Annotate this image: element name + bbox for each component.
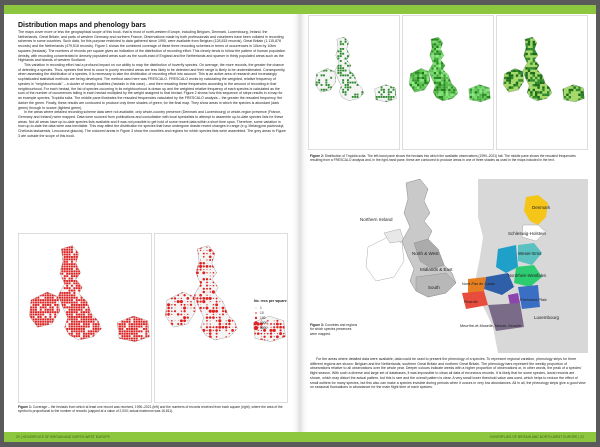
caption-text: Distribution of Tropidia scita. The left-hand pane shows the hectads into which the available observations (1990–2021) fall. The middle pane shows the rescaled frequencies resulting from a FRESCALO analysis and, in the right-hand pane, these are contoured to produce areas in one of three shades as used in the maps included in the text.	[310, 154, 576, 163]
label-north-west: North & West	[412, 251, 439, 256]
label-denmark: Denmark	[532, 205, 551, 210]
caption-text: Countries and regions for which species presences were mapped.	[310, 323, 358, 336]
caption-label: Figure 1:	[18, 405, 32, 409]
legend-symbol	[256, 308, 257, 309]
label-nordrhein: Nordrhein-Westfalen	[508, 273, 547, 278]
fig2-pane-1-svg	[309, 16, 401, 151]
right-page	[300, 5, 596, 442]
fig2-pane-1-shapes	[311, 36, 401, 105]
page-header-bar	[300, 5, 596, 14]
body-paragraph: In the areas where detailed recording scheme data were not available, only whole-country presence (Denmark and Luxembourg) or whole-region presence (France, Germany and Ireland) were mapped. Data were sourced from publications and consultation with local specialists to attempt to assemble up-to-date species lists for these areas. Not all areas have up-to-date species lists available and it was not possible to get hold of some recent data within a short time span. Therefore, some variation in how up-to-date the data were was inevitable. This may affect the distribution for species that have undergone drastic recent changes in range (e.g. Melangyna pavlovskyi, Cheilosia laskaensis, Leucozona glaucia). The coloured areas in Figure 3 show the countries and regions for which species lists were assembled. The grey areas in Figure 3 are outside the scope of this book.	[18, 110, 286, 138]
figure-2-caption	[310, 154, 586, 163]
legend-label: 1000	[260, 321, 268, 326]
tropidia-scita-contour-map	[496, 15, 588, 150]
legend-symbol	[254, 321, 257, 324]
label-northern-ireland: Northern Ireland	[360, 217, 393, 222]
presence-map-shapes	[23, 244, 153, 344]
body-paragraph: This variation in recording effort had a profound impact on our ability to map the distribution of hoverfly species. On average, the more records, the greater the chance of detecting a species. Thus, species that tend to occur in poorly recorded areas are less likely to be detected and their range is likely to be underestimated. Consequently, when assessing the distribution of a species, it is necessary to take the distribution of recording effort into account. This is an active area of research and increasingly sophisticated statistical methods are being developed. The method used here was FRESCALO. FRESCALO works by calculating the weighted, relative frequency of species in "neighbourhoods" – a cluster of nearby localities (hectads in this case) – and then rescaling these frequencies according to the amount of recording in that neighbourhood. For each hectad, the list of species occurring in its neighbourhood is drawn up and the weighted relative frequency of each species is calculated as the sum of the number of occurrences falling in each hectad multiplied by the weight assigned to that hectad. Figure 2 shows how this sequence of steps results in a map for an example species, Tropidia scita. The middle pane illustrates the rescaled frequencies calculated by the FRESCALO analysis – the greater the rescaled frequency, the darker the green. Finally, these results are contoured to produce only three shades of green, for the final map. They show areas in which the species is abundant (dark green) through to scarce (lightest green).	[18, 63, 286, 110]
section-body-text	[18, 30, 286, 139]
label-luxembourg: Luxembourg	[534, 315, 560, 320]
coverage-map-presence-svg	[19, 234, 153, 404]
coverage-map-records	[154, 233, 288, 403]
legend-label: 10	[260, 311, 264, 316]
tropidia-scita-observations-map	[308, 15, 400, 150]
caption-label: Figure 2:	[310, 154, 324, 158]
tropidia-scita-frescalo-map	[402, 15, 494, 150]
book-spread	[4, 5, 596, 442]
body-paragraph: For the areas where detailed data were available, data could be used to present the phenology of a species. To represent regional variation, phenology strips for three different regions are shown: Belgium and the Netherlands, southern Great Britain and northern Great Britain. The phenology bars represent the weekly proportion of observations relative to all observations over the whole year. Deeper colours indicate weeks with a higher proportion of observations or, in other words, the peak of a species' flight season. With such a diverse and large set of databases, it was impossible to clean all data of erroneous records. It is likely that for some species, larval records are shown, which may distort the actual pattern, but this is rare and the overall pattern is clear. A very small lower threshold value was used, which helps to reduce the effect of small outliers for many species, but this also can make a species invisible during periods when it occurs in very low abundances. All in all, the phenology strips give a good view on seasonal fluctuations in abundance for the main flight time of each species.	[310, 357, 586, 390]
section-heading: Distribution maps and phenology bars	[18, 22, 146, 29]
label-nord-pas: Nord-Pas de Calais	[462, 282, 495, 286]
caption-text: Coverage – the hectads from which at least one record was received, 1990–2021 (left) and the numbers of records received from each square (right), where the area of the symbol is proportional to the number of records (capped at a value of 2,000; actual maximum was 16,811).	[18, 405, 283, 414]
legend-symbol	[255, 312, 257, 314]
fig2-pane-2-svg	[403, 16, 495, 151]
figure-3-caption	[310, 323, 358, 336]
page-footer-left: 20 | HOVERFLIES OF BRITAIN AND NORTH-WEST EUROPE	[4, 432, 300, 442]
left-page	[4, 5, 300, 442]
caption-label: Figure 3:	[310, 323, 324, 327]
label-rheinland: Rheinland-Pfalz	[520, 298, 547, 302]
fig2-pane-3-svg	[497, 16, 589, 151]
coverage-map-records-svg	[155, 234, 289, 404]
label-midlands-east: Midlands & East	[420, 267, 453, 272]
label-schleswig: Schleswig-Holstein	[508, 231, 547, 236]
figure-1-caption	[18, 405, 288, 414]
legend-label: 100	[260, 316, 266, 321]
regions-map-svg	[358, 177, 588, 353]
records-map-shapes	[157, 242, 289, 344]
label-meurthe: Meurthe-et-Moselle, Meuse, Moselle	[460, 324, 522, 328]
label-picardie: Picardie	[464, 300, 478, 304]
fig2-pane-3-shapes	[499, 36, 589, 106]
label-weser-ems: Weser-Ems	[518, 251, 542, 256]
legend-items	[254, 306, 268, 330]
phenology-paragraph	[310, 357, 586, 390]
body-paragraph: The maps cover more or less the geographical scope of this book, that is most of north-western Europe, including Belgium, Denmark, Luxembourg, Ireland, the Netherlands, Great Britain, and parts of western Germany and northern France. Observations made by both professionals and volunteers have been collated in recording schemes in some countries. Such data, for this purpose restricted to data gathered since 1990, were available from Belgium (128,815 records), Great Britain (1,115,878 records) and the Netherlands (479,518 records). Figure 1 shows the combined coverage of these three recording schemes in terms of occurrences in 10km by 10km squares (hectads). The numbers of records per square gives an indication of the distribution of recording effort. This clearly tends to follow the pattern of human population density, with recording concentrated in densely populated areas such as the south-east of England and the Netherlands and sparser in thinly populated areas such as the Highlands and islands of western Scotland.	[18, 30, 286, 63]
label-south: South	[428, 285, 440, 290]
legend-label: 5000	[260, 326, 268, 331]
legend-title: No. recs per square	[254, 299, 287, 303]
page-header-bar	[4, 5, 300, 14]
fig2-pane-2-shapes	[405, 36, 495, 106]
coverage-map-presence	[18, 233, 152, 403]
regions-map	[358, 177, 588, 353]
page-footer-right: HOVERFLIES OF BRITAIN AND NORTH-WEST EUROPE | 21	[300, 432, 596, 442]
legend-label: 1	[260, 306, 262, 311]
legend-symbol	[255, 317, 257, 319]
legend-symbol	[254, 326, 258, 330]
